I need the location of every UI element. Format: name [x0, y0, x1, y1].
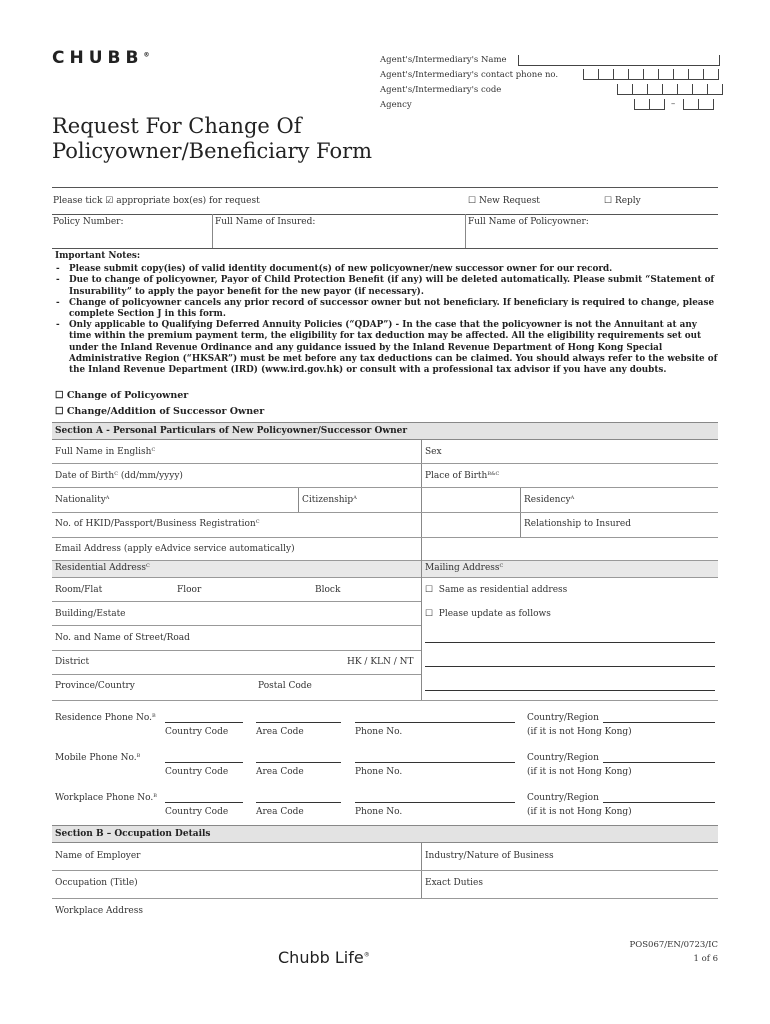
workplace-address-field[interactable]: Workplace Address: [55, 906, 143, 916]
country-region-label: Country/Region: [527, 753, 599, 763]
divider: [52, 537, 718, 538]
divider: [298, 488, 299, 512]
phone-number-input[interactable]: [355, 802, 515, 803]
street-field[interactable]: No. and Name of Street/Road: [55, 633, 190, 643]
mailing-line-2[interactable]: [425, 666, 715, 667]
divider: [520, 488, 521, 538]
country-region-label: Country/Region: [527, 713, 599, 723]
agent-phone-field[interactable]: [583, 69, 719, 80]
address-header-bar: [52, 560, 718, 578]
agency-label: Agency: [380, 100, 412, 110]
mailing-line-1[interactable]: [425, 642, 715, 643]
phone-no-label: Phone No.: [355, 807, 403, 817]
area-code-label: Area Code: [256, 727, 304, 737]
divider: [421, 440, 422, 564]
insured-name-label[interactable]: Full Name of Insured:: [215, 217, 316, 227]
dob-field[interactable]: Date of Birth$^C$ (dd/mm/yyyy): [55, 471, 183, 481]
phone-label: Workplace Phone No.$^B$: [55, 793, 157, 803]
title-line-2: Policyowner/Beneficiary Form: [52, 139, 373, 163]
residency-field[interactable]: Residency$^A$: [524, 495, 575, 505]
agency-field-2[interactable]: [683, 99, 714, 110]
divider: [52, 898, 718, 899]
policy-number-label[interactable]: Policy Number:: [53, 217, 124, 227]
divider: [52, 601, 421, 602]
section-b-header: Section B – Occupation Details: [52, 825, 718, 843]
agency-dash: –: [671, 99, 676, 109]
room-flat-field[interactable]: Room/Flat: [55, 585, 103, 595]
tick-instruction: Please tick ☑ appropriate box(es) for request: [53, 196, 260, 206]
agent-name-label: Agent's/Intermediary's Name: [380, 55, 507, 65]
change-successor-option[interactable]: ☐ Change/Addition of Successor Owner: [55, 406, 265, 417]
area-code-label: Area Code: [256, 807, 304, 817]
country-code-label: Country Code: [165, 807, 229, 817]
building-estate-field[interactable]: Building/Estate: [55, 609, 126, 619]
same-as-residential-checkbox[interactable]: ☐ Same as residential address: [425, 585, 568, 595]
divider: [52, 248, 718, 249]
employer-field[interactable]: Name of Employer: [55, 851, 141, 861]
country-code-input[interactable]: [165, 762, 243, 763]
divider: [52, 487, 718, 488]
title-line-1: Request For Change Of: [52, 114, 302, 138]
not-hk-note: (if it is not Hong Kong): [527, 727, 632, 737]
phone-label: Mobile Phone No.$^B$: [55, 753, 141, 763]
mailing-line-3[interactable]: [425, 690, 715, 691]
full-name-field[interactable]: Full Name in English$^C$: [55, 447, 156, 457]
not-hk-note: (if it is not Hong Kong): [527, 807, 632, 817]
reply-option[interactable]: ☐ Reply: [604, 196, 641, 206]
email-field[interactable]: Email Address (apply eAdvice service automatically): [55, 544, 295, 554]
country-code-input[interactable]: [165, 722, 243, 723]
agent-name-field[interactable]: [518, 55, 720, 66]
note-item: - Please submit copy(ies) of valid identity document(s) of new policyowner/new successor owner for our record.: [69, 264, 720, 275]
divider: [52, 870, 718, 871]
phone-no-label: Phone No.: [355, 727, 403, 737]
area-code-input[interactable]: [256, 762, 341, 763]
country-code-input[interactable]: [165, 802, 243, 803]
new-request-option[interactable]: ☐ New Request: [468, 196, 540, 206]
note-item: - Change of policyowner cancels any prior record of successor owner but not beneficiary. If beneficiary is required to change, please complete Section J in this form.: [69, 298, 720, 320]
relationship-field[interactable]: Relationship to Insured: [524, 519, 632, 529]
page-number: 1 of 6: [693, 954, 718, 964]
divider: [52, 187, 718, 188]
nationality-field[interactable]: Nationality$^A$: [55, 495, 110, 505]
agent-phone-label: Agent's/Intermediary's contact phone no.: [380, 70, 559, 80]
province-country-field[interactable]: Province/Country: [55, 681, 135, 691]
block-field[interactable]: Block: [315, 585, 341, 595]
area-code-input[interactable]: [256, 722, 341, 723]
country-region-input[interactable]: [603, 722, 715, 723]
industry-field[interactable]: Industry/Nature of Business: [425, 851, 554, 861]
phone-number-input[interactable]: [355, 722, 515, 723]
citizenship-field[interactable]: Citizenship$^A$: [302, 495, 357, 505]
exact-duties-field[interactable]: Exact Duties: [425, 878, 483, 888]
notes-heading: Important Notes:: [55, 251, 141, 261]
chubb-logo: CHUBB®: [52, 48, 150, 68]
divider: [52, 463, 718, 464]
note-item: - Only applicable to Qualifying Deferred Annuity Policies (“QDAP”) - In the case that the policyowner is not the Annuitant at any time within the premium payment term, the eligibility for tax deduction may be affected. All the eligibility requirements set out under the Inland Revenue Ordinance and any guidance issued by the Inland Revenue Department of Hong Kong Special Administrative Region (“HKSAR”) must be met before any tax deductions can be claimed. You should always refer to the website of the Inland Revenue Department (IRD) (www.ird.gov.hk) or consult with a professional tax advisor if you have any doubts.: [69, 320, 720, 376]
divider: [52, 625, 421, 626]
chubb-life-logo: Chubb Life®: [278, 948, 370, 967]
phone-no-label: Phone No.: [355, 767, 403, 777]
sex-field[interactable]: Sex: [425, 447, 442, 457]
agent-code-label: Agent's/Intermediary's code: [380, 85, 502, 95]
residential-address-label: Residential Address$^C$: [55, 563, 150, 573]
page-title: [52, 114, 372, 164]
mailing-address-label: Mailing Address$^C$: [425, 563, 504, 573]
divider: [465, 214, 466, 248]
occupation-field[interactable]: Occupation (Title): [55, 878, 138, 888]
phone-number-input[interactable]: [355, 762, 515, 763]
district-field[interactable]: District: [55, 657, 90, 667]
divider: [421, 843, 422, 899]
agent-code-field[interactable]: [617, 84, 723, 95]
not-hk-note: (if it is not Hong Kong): [527, 767, 632, 777]
floor-field[interactable]: Floor: [177, 585, 202, 595]
form-code: POS067/EN/0723/IC: [629, 940, 718, 950]
country-region-input[interactable]: [603, 762, 715, 763]
divider: [52, 674, 421, 675]
postal-code-field[interactable]: Postal Code: [258, 681, 312, 691]
agency-field-1[interactable]: [634, 99, 665, 110]
checked-box-icon: ☑: [105, 196, 114, 206]
country-code-label: Country Code: [165, 727, 229, 737]
phone-label: Residence Phone No.$^B$: [55, 713, 156, 723]
place-of-birth-field[interactable]: Place of Birth$^{B\&C}$: [425, 471, 500, 481]
please-update-checkbox[interactable]: ☐ Please update as follows: [425, 609, 551, 619]
id-number-field[interactable]: No. of HKID/Passport/Business Registration$^C$: [55, 519, 260, 529]
divider: [421, 560, 422, 700]
divider: [52, 512, 718, 513]
area-code-input[interactable]: [256, 802, 341, 803]
divider: [52, 700, 718, 701]
area-code-label: Area Code: [256, 767, 304, 777]
important-notes: [55, 251, 720, 376]
divider: [212, 214, 213, 248]
country-region-label: Country/Region: [527, 793, 599, 803]
country-region-input[interactable]: [603, 802, 715, 803]
divider: [52, 650, 421, 651]
policyowner-name-label[interactable]: Full Name of Policyowner:: [468, 217, 589, 227]
region-selector[interactable]: HK / KLN / NT: [347, 657, 414, 667]
divider: [52, 214, 718, 215]
change-policyowner-option[interactable]: ☐ Change of Policyowner: [55, 390, 189, 401]
section-a-header: Section A - Personal Particulars of New Policyowner/Successor Owner: [52, 422, 718, 440]
note-item: - Due to change of policyowner, Payor of Child Protection Benefit (if any) will be deleted automatically. Please submit “Statement of Insurability” to apply the payor benefit for the new payor (if necessary).: [69, 275, 720, 297]
country-code-label: Country Code: [165, 767, 229, 777]
